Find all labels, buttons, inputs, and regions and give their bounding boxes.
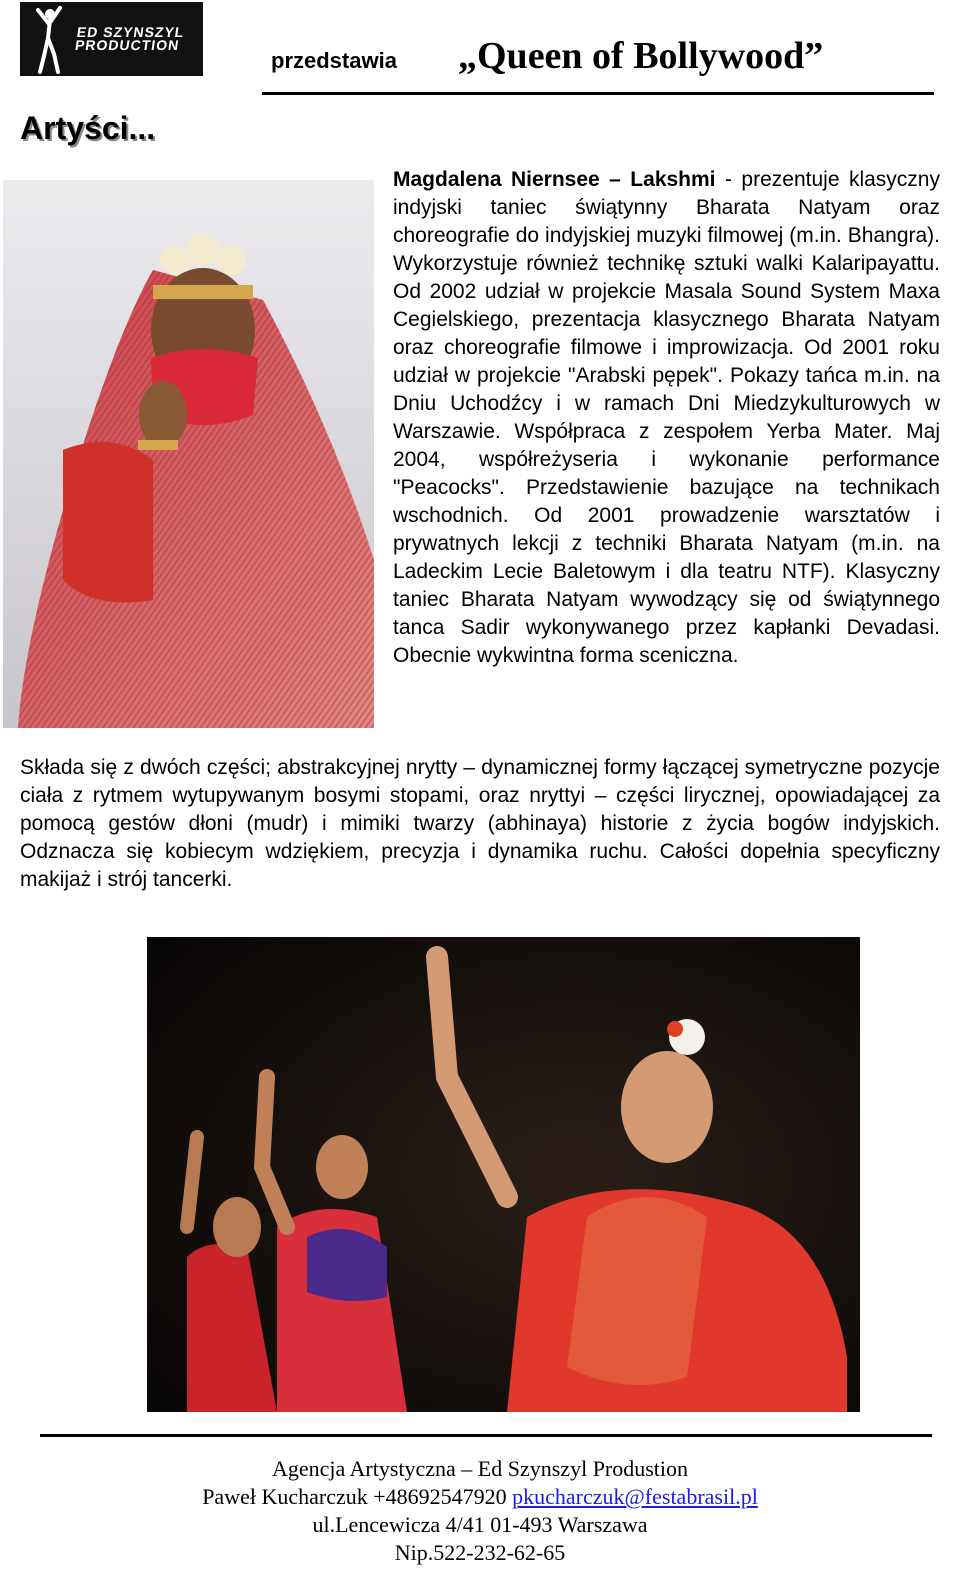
dancer-silhouette-icon [26,4,70,74]
logo-wordmark [74,26,185,52]
bio-text-column: - prezentuje klasyczny indyjski taniec świątynny Bharata Natyam oraz choreografie do indyjskiej muzyki filmowej (m.in. Bhangra). Wykorzystuje również technikę sztuki walki Kalaripayattu. Od 2002 udział w projekcie Masala Sound System Maxa Cegielskiego, prezentacja klasycznego Bharata Natyam oraz choreografie filmowe i improwizacja. Od 2001 roku udział w projekcie "Arabski pępek". Pokazy tańca m.in. na Dniu Uchodźcy i w ramach Dni Miedzykulturowych w Warszawie. Współpraca z zespołem Yerba Mater. Maj 2004, współreżyseria i wykonanie performance "Peacocks". Przedstawienie bazujące na technikach wschodnich. Od 2001 prowadzenie warsztatów i prywatnych lekcji z techniki Bharata Natyam (m.in. na Ladeckim Lecie Baletowym i dla teatru NTF). Klasyczny taniec Bharata Natyam wywodzący się od świątynnego tanca Sadir wykonywanego przez kapłanki Devadasi. Obecnie wykwintna forma sceniczna. [393,168,940,667]
artist-name: Magdalena Niernsee – Lakshmi [393,168,716,191]
bio-text-full: Składa się z dwóch części; abstrakcyjnej nrytty – dynamicznej formy łączącej symetryczne pozycje ciała z rytmem wytupywanym bosymi stopami, oraz nryttyi – części lirycznej, opowiadającej za pomocą gestów dłoni (mudr) i mimiki twarzy (abhinaya) historie z życia bogów indyjskich. Odznacza się kobiecym wdziękiem, precyzja i dynamika ruchu. Całości dopełnia specyficzny makijaż i strój tancerki. [20,756,940,891]
footer-divider [40,1434,932,1437]
bio-column [393,166,940,670]
agency-name: Agencja Artystyczna – Ed Szynszyl Produstion [271,1456,689,1481]
dancer-portrait-photo [3,180,374,728]
dancers-stage-photo [147,937,860,1412]
logo-line-2: PRODUCTION [74,37,181,53]
header-divider [262,92,934,95]
logo-line-1: ED SZYNSZYL [75,24,186,40]
address: ul.Lencewicza 4/41 01-493 Warszawa [312,1512,648,1537]
section-title: Artyści... [20,110,156,146]
footer [0,1455,960,1567]
bio-continued [20,754,940,894]
show-title: „Queen of Bollywood” [458,35,824,77]
presents-label: przedstawia [271,48,397,73]
company-logo [20,2,203,76]
email-link[interactable]: pkucharczuk@festabrasil.pl [512,1484,758,1509]
tax-id: Nip.522-232-62-65 [394,1540,566,1565]
contact-line [0,1483,960,1511]
contact-person-phone: Paweł Kucharczuk +48692547920 [202,1484,513,1509]
